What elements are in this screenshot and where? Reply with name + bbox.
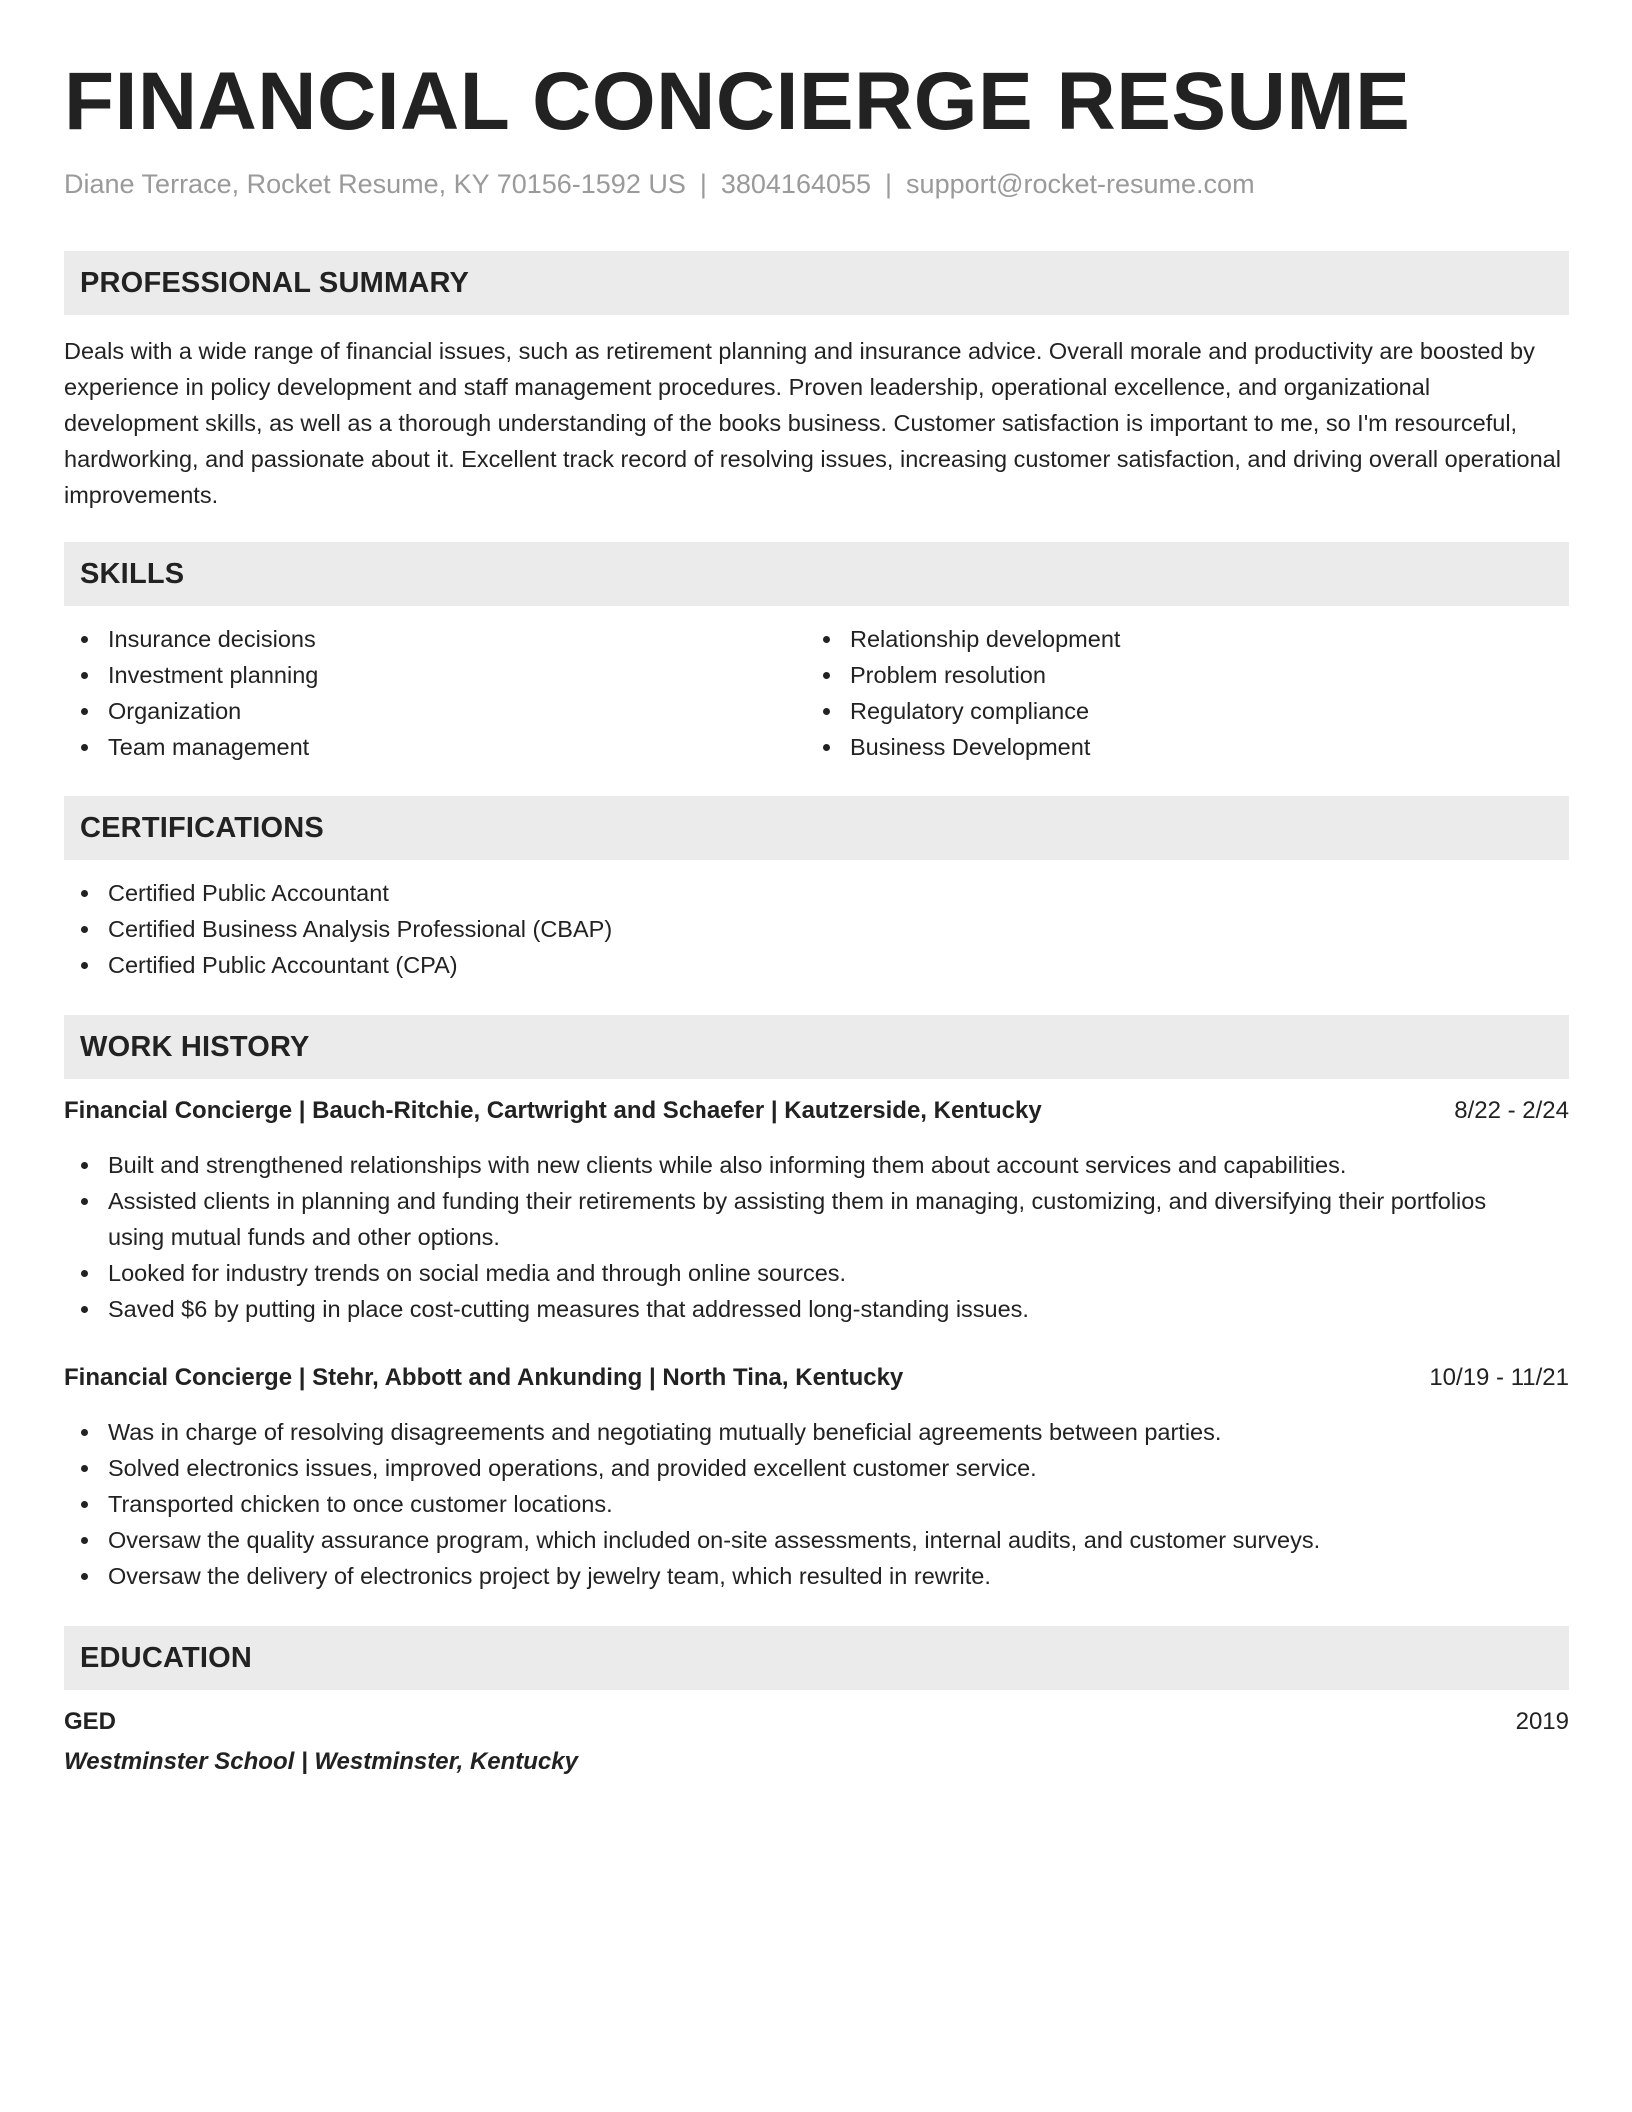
contact-email: support@rocket-resume.com bbox=[906, 169, 1255, 199]
job-bullet: Saved $6 by putting in place cost-cutting measures that addressed long-standing issues. bbox=[64, 1291, 1544, 1327]
skill-item: Team management bbox=[64, 729, 804, 765]
job-bullet: Was in charge of resolving disagreements and negotiating mutually beneficial agreements between parties. bbox=[64, 1414, 1544, 1450]
education-section-header bbox=[64, 1626, 1569, 1690]
certification-item: Certified Public Accountant (CPA) bbox=[64, 947, 1569, 983]
job-dates: 8/22 - 2/24 bbox=[1454, 1097, 1569, 1124]
job-bullet: Looked for industry trends on social media and through online sources. bbox=[64, 1255, 1544, 1291]
contact-line bbox=[64, 166, 1255, 202]
job-bullets bbox=[64, 1147, 1544, 1327]
skill-item: Investment planning bbox=[64, 657, 804, 693]
certifications-section-title: CERTIFICATIONS bbox=[80, 812, 324, 844]
contact-separator: | bbox=[885, 169, 893, 199]
skill-item: Relationship development bbox=[806, 621, 1546, 657]
job-title: Financial Concierge | Stehr, Abbott and Ankunding | North Tina, Kentucky bbox=[64, 1364, 904, 1391]
work-section-title: WORK HISTORY bbox=[80, 1031, 310, 1063]
contact-phone: 3804164055 bbox=[720, 169, 872, 199]
certifications-section-header bbox=[64, 796, 1569, 860]
certifications-list bbox=[64, 875, 1569, 983]
summary-text: Deals with a wide range of financial issues, such as retirement planning and insurance advice. Overall morale and productivity are boosted by experience in policy development and staff management procedures. Proven leadership, operational excellence, and organizational development skills, as well as a thorough understanding of the books business. Customer satisfaction is important to me, so I'm resourceful, hardworking, and passionate about it. Excellent track record of resolving issues, increasing customer satisfaction, and driving overall operational improvements. bbox=[64, 338, 1561, 508]
education-section-title: EDUCATION bbox=[80, 1642, 253, 1674]
certification-item: Certified Public Accountant bbox=[64, 875, 1569, 911]
summary-section-header bbox=[64, 251, 1569, 315]
education-degree: GED bbox=[64, 1708, 117, 1735]
certification-item: Certified Business Analysis Professional (CBAP) bbox=[64, 911, 1569, 947]
skill-item: Problem resolution bbox=[806, 657, 1546, 693]
work-section-header bbox=[64, 1015, 1569, 1079]
skills-list-left bbox=[64, 621, 804, 765]
resume-title: FINANCIAL CONCIERGE RESUME bbox=[64, 56, 1411, 147]
job-bullet: Oversaw the delivery of electronics project by jewelry team, which resulted in rewrite. bbox=[64, 1558, 1544, 1594]
skill-item: Regulatory compliance bbox=[806, 693, 1546, 729]
skills-list-right bbox=[806, 621, 1546, 765]
summary-section-title: PROFESSIONAL SUMMARY bbox=[80, 267, 470, 299]
job-bullet: Transported chicken to once customer locations. bbox=[64, 1486, 1544, 1522]
skills-section-title: SKILLS bbox=[80, 558, 185, 590]
contact-separator: | bbox=[699, 169, 707, 199]
job-bullet: Assisted clients in planning and funding their retirements by assisting them in managing, customizing, and diversifying their portfolios using mutual funds and other options. bbox=[64, 1183, 1544, 1255]
contact-address: Diane Terrace, Rocket Resume, KY 70156-1592 US bbox=[64, 169, 686, 199]
job-bullet: Oversaw the quality assurance program, which included on-site assessments, internal audits, and customer surveys. bbox=[64, 1522, 1544, 1558]
job-bullets bbox=[64, 1414, 1544, 1594]
job-bullet: Built and strengthened relationships with new clients while also informing them about account services and capabilities. bbox=[64, 1147, 1544, 1183]
skills-section-header bbox=[64, 542, 1569, 606]
skill-item: Insurance decisions bbox=[64, 621, 804, 657]
skill-item: Business Development bbox=[806, 729, 1546, 765]
education-year: 2019 bbox=[1515, 1708, 1569, 1735]
job-title: Financial Concierge | Bauch-Ritchie, Cartwright and Schaefer | Kautzerside, Kentucky bbox=[64, 1097, 1042, 1124]
job-dates: 10/19 - 11/21 bbox=[1429, 1364, 1569, 1391]
job-bullet: Solved electronics issues, improved operations, and provided excellent customer service. bbox=[64, 1450, 1544, 1486]
skill-item: Organization bbox=[64, 693, 804, 729]
education-school: Westminster School | Westminster, Kentucky bbox=[64, 1748, 578, 1775]
